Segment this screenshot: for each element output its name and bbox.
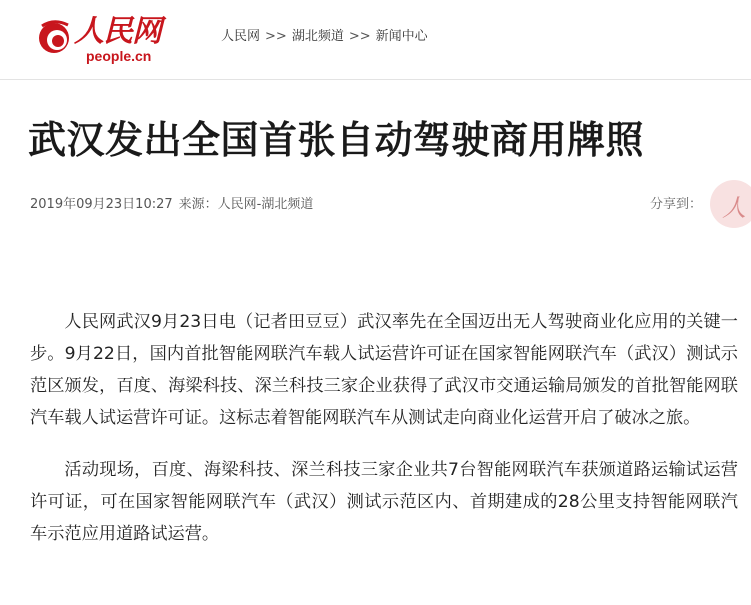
breadcrumb	[221, 28, 428, 46]
article-paragraph: 活动现场，百度、海梁科技、深兰科技三家企业共7台智能网联汽车获颁道路运输试运营许可证，可在国家智能网联汽车（武汉）测试示范区内、首期建成的28公里支持智能网联汽车示范应用道路试运营。	[30, 460, 738, 544]
site-header	[0, 0, 751, 80]
breadcrumb-separator: >>	[265, 29, 287, 44]
breadcrumb-item-hubei[interactable]: 湖北频道	[291, 29, 344, 44]
article-body	[30, 306, 738, 570]
header-divider	[0, 79, 751, 80]
logo-text-cn: 人民网	[74, 14, 161, 49]
article-meta	[30, 196, 313, 214]
breadcrumb-separator: >>	[348, 29, 371, 44]
people-share-icon: 人	[722, 194, 746, 222]
people-logo-icon	[34, 16, 74, 56]
breadcrumb-item-news[interactable]: 新闻中心	[375, 29, 428, 44]
share-label: 分享到：	[650, 197, 703, 212]
source-label: 来源：	[178, 197, 218, 212]
logo-text-en: people.cn	[86, 48, 152, 64]
article-datetime: 2019年09月23日10:27	[30, 197, 173, 212]
article-paragraph: 人民网武汉9月23日电（记者田豆豆）武汉率先在全国迈出无人驾驶商业化应用的关键一步。9月22日，国内首批智能网联汽车载人试运营许可证在国家智能网联汽车（武汉）测试示范区颁发，百度、海梁科技、深兰科技三家企业获得了武汉市交通运输局颁发的首批智能网联汽车载人试运营许可证。这标志着智能网联汽车从测试走向商业化运营开启了破冰之旅。	[30, 312, 738, 428]
source-link[interactable]: 人民网-湖北频道	[217, 197, 314, 212]
breadcrumb-item-people[interactable]: 人民网	[221, 29, 261, 44]
article-title: 武汉发出全国首张自动驾驶商用牌照	[28, 118, 645, 162]
share-people-button[interactable]	[710, 180, 751, 228]
people-logo[interactable]	[30, 12, 160, 68]
